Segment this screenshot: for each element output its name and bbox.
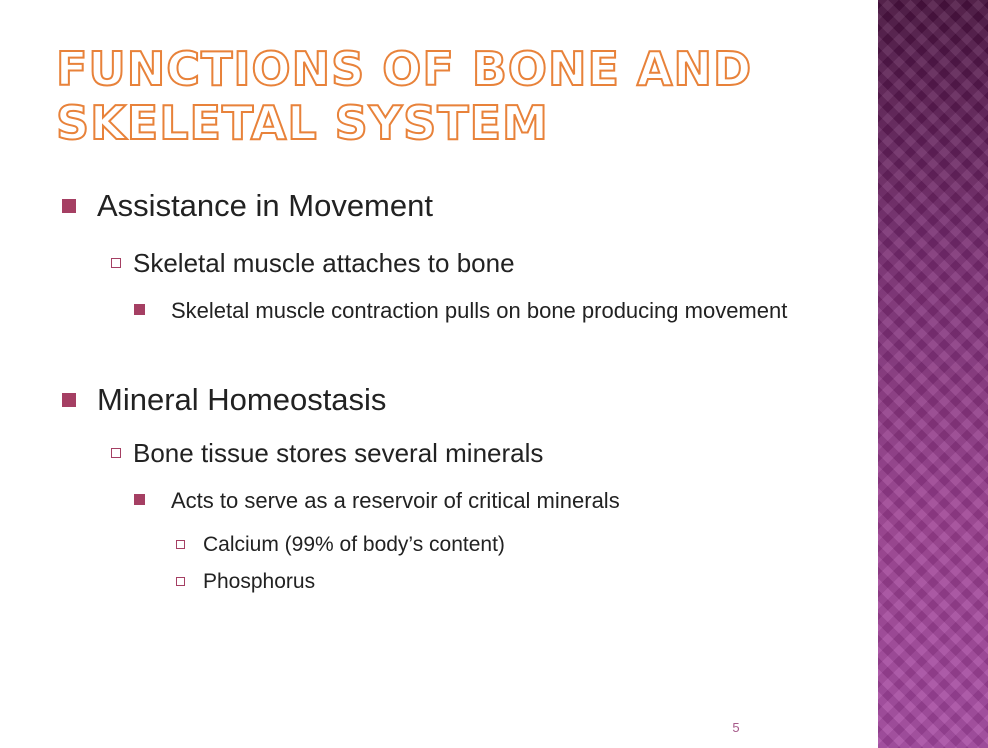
bullet-item-level2 (111, 436, 543, 470)
bullet-item-level1 (62, 187, 433, 225)
slide-title: FUNCTIONS OF BONE AND SKELETAL SYSTEM (56, 42, 753, 150)
bullet-item-level4 (176, 531, 505, 559)
page-number: 5 (732, 720, 740, 735)
bullet-text: Assistance in Movement (97, 188, 433, 223)
hollow-square-bullet-icon (111, 448, 121, 458)
bullet-item-level3 (134, 296, 881, 325)
bullet-text: Skeletal muscle attaches to bone (133, 248, 515, 278)
decorative-side-band (878, 0, 988, 748)
bullet-text: Skeletal muscle contraction pulls on bone producing movement (171, 298, 788, 323)
square-bullet-icon (134, 494, 145, 505)
bullet-text: Phosphorus (203, 570, 316, 593)
square-bullet-icon (62, 393, 76, 407)
hollow-square-bullet-icon (111, 258, 121, 268)
bullet-text: Acts to serve as a reservoir of critical minerals (171, 488, 620, 513)
square-bullet-icon (62, 199, 76, 213)
bullet-item-level3 (134, 486, 881, 515)
bullet-item-level1 (62, 381, 386, 419)
hollow-square-bullet-icon (176, 540, 185, 549)
square-bullet-icon (134, 304, 145, 315)
bullet-text: Bone tissue stores several minerals (133, 438, 544, 468)
bullet-text: Calcium (99% of body’s content) (203, 533, 505, 556)
hollow-square-bullet-icon (176, 577, 185, 586)
bullet-item-level2 (111, 246, 515, 280)
bullet-item-level4 (176, 568, 315, 596)
bullet-text: Mineral Homeostasis (97, 382, 387, 417)
